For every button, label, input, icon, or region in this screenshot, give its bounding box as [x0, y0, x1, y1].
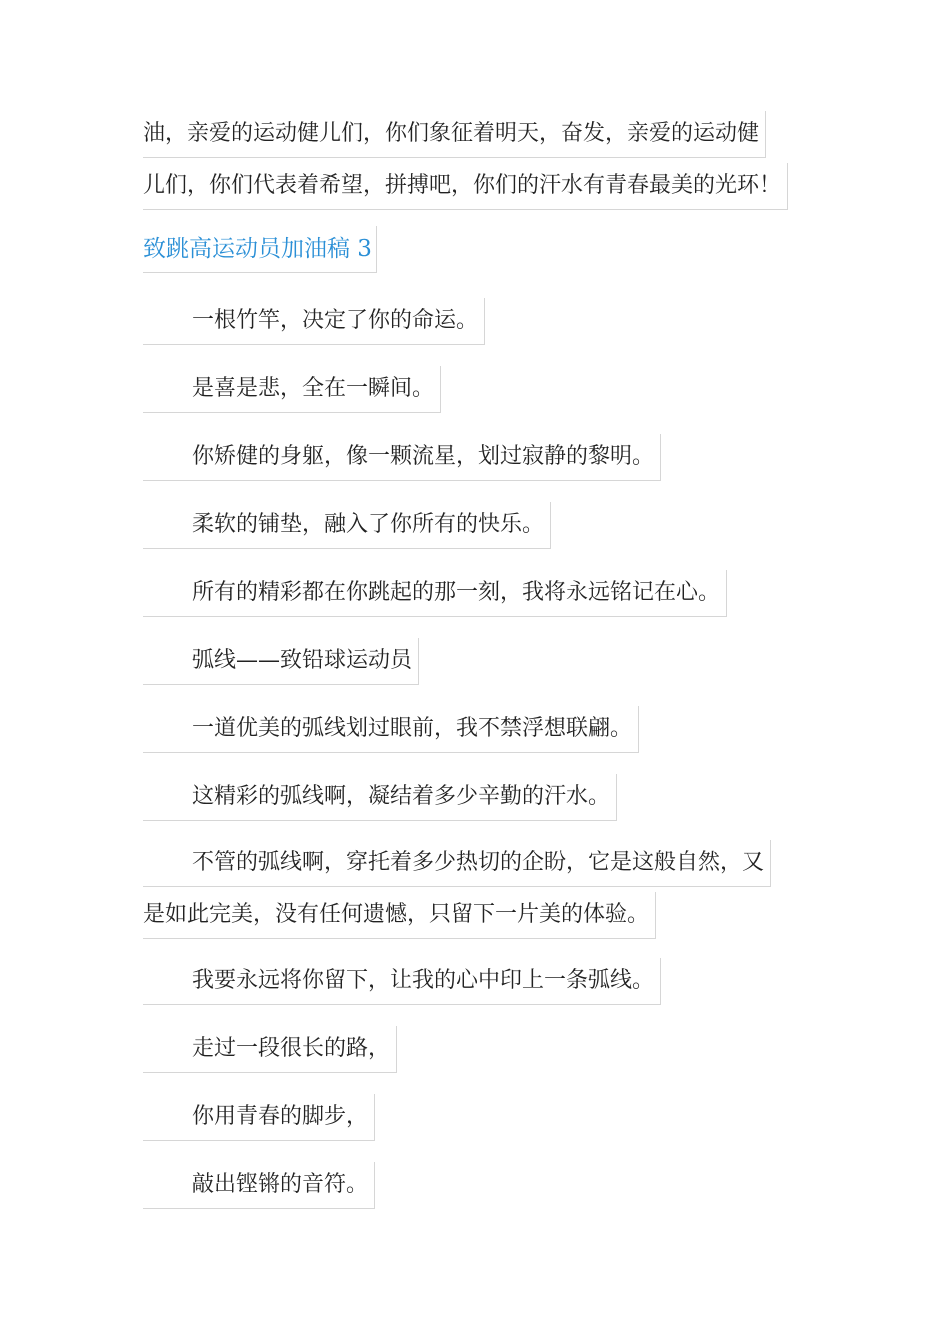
paragraph-text: 柔软的铺垫，融入了你所有的快乐。: [143, 502, 551, 549]
paragraph-text: 我要永远将你留下，让我的心中印上一条弧线。: [143, 958, 661, 1005]
paragraph: [143, 363, 441, 415]
text-line: [143, 1159, 375, 1211]
paragraph: [143, 295, 485, 347]
text-line: [143, 635, 419, 687]
paragraph: [143, 1023, 397, 1075]
paragraph: [143, 499, 551, 551]
paragraph: [143, 837, 771, 941]
text-line-content: 儿们，你们代表着希望，拼搏吧，你们的汗水有青春最美的光环！: [143, 163, 788, 210]
text-line: [143, 108, 788, 160]
paragraph: [143, 771, 617, 823]
paragraph: [143, 703, 639, 755]
section-heading: [143, 226, 377, 273]
text-line: [143, 295, 485, 347]
text-line-content: 油，亲爱的运动健儿们，你们象征着明天，奋发，亲爱的运动健: [143, 111, 766, 158]
text-line: [143, 703, 639, 755]
paragraph: [143, 1091, 375, 1143]
text-line: [143, 1091, 375, 1143]
paragraph-text: 这精彩的弧线啊，凝结着多少辛勤的汗水。: [143, 774, 617, 821]
paragraph: [143, 1159, 375, 1211]
paragraph-text: 是如此完美，没有任何遗憾，只留下一片美的体验。: [143, 892, 656, 939]
text-line: [143, 1023, 397, 1075]
paragraph-text: 一道优美的弧线划过眼前，我不禁浮想联翩。: [143, 706, 639, 753]
paragraph-text: 弧线——致铅球运动员: [143, 638, 419, 685]
text-line: [143, 363, 441, 415]
paragraph-text: 所有的精彩都在你跳起的那一刻，我将永远铭记在心。: [143, 570, 727, 617]
text-line: [143, 771, 617, 823]
paragraph-text: 是喜是悲，全在一瞬间。: [143, 366, 441, 413]
paragraph-text: 敲出铿锵的音符。: [143, 1162, 375, 1209]
paragraph-text: 你用青春的脚步，: [143, 1094, 375, 1141]
paragraph-text: 你矫健的身躯，像一颗流星，划过寂静的黎明。: [143, 434, 661, 481]
paragraph-text: 走过一段很长的路，: [143, 1026, 397, 1073]
paragraph: [143, 635, 419, 687]
paragraph: [143, 955, 661, 1007]
paragraph: [143, 567, 727, 619]
intro-paragraph: [143, 108, 788, 212]
text-line: [143, 431, 661, 483]
text-line: [143, 160, 788, 212]
section-heading-text: 致跳高运动员加油稿 3: [143, 226, 377, 273]
text-line: [143, 889, 771, 941]
paragraph: [143, 431, 661, 483]
text-line: [143, 499, 551, 551]
paragraph-text: 不管的弧线啊，穿托着多少热切的企盼，它是这般自然，又: [143, 840, 771, 887]
text-line: [143, 837, 771, 889]
text-line: [143, 955, 661, 1007]
paragraph-text: 一根竹竿，决定了你的命运。: [143, 298, 485, 345]
text-line: [143, 567, 727, 619]
